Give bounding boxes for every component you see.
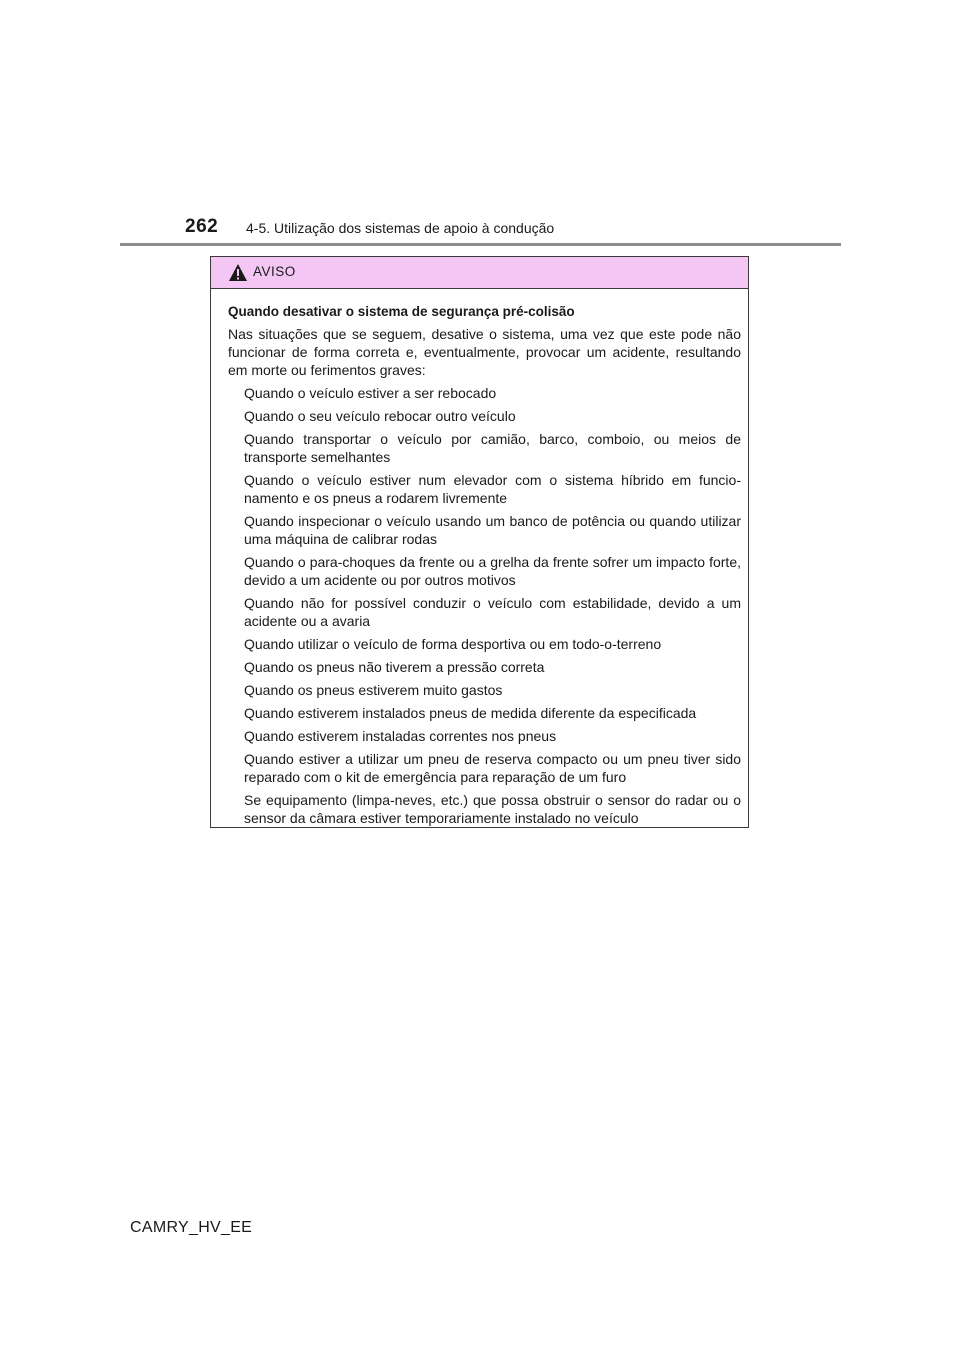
list-item: Quando utilizar o veículo de forma desportiva ou em todo-o-terreno [244, 636, 662, 652]
list-item: Quando o seu veículo rebocar outro veículo [244, 408, 516, 424]
list-item: Quando estiverem instalados pneus de medida diferente da especificada [244, 705, 697, 721]
list-item: Quando os pneus não tiverem a pressão correta [244, 659, 545, 675]
list-item: Quando o veículo estiver a ser rebocado [244, 385, 497, 401]
warning-intro: Nas situações que se seguem, desative o sistema, uma vez que este pode não funcionar de forma correta e, eventualmente, provocar um acidente, resultando em morte ou ferimentos graves: [228, 326, 741, 378]
warning-heading: Quando desativar o sistema de segurança pré-colisão [228, 304, 575, 319]
model-code: CAMRY_HV_EE [130, 1219, 253, 1236]
list-item: Se equipamento (limpa-neves, etc.) que possa obstruir o sensor do radar ou o sensor da câmara estiver temporariamente instalado no veículo [244, 792, 741, 826]
list-item: Quando não for possível conduzir o veículo com estabilidade, devido a um acidente ou a avaria [244, 595, 741, 629]
warning-content [211, 289, 748, 827]
warning-header [211, 257, 748, 289]
list-item: Quando transportar o veículo por camião, barco, comboio, ou meios de transporte semelhantes [244, 431, 741, 465]
list-item: Quando o veículo estiver num elevador com o sistema híbrido em funcio-namento e os pneus a rodarem livremente [244, 472, 741, 506]
warning-box [210, 256, 749, 828]
list-item: Quando estiverem instaladas correntes nos pneus [244, 728, 557, 744]
list-item: Quando os pneus estiverem muito gastos [244, 682, 503, 698]
header-divider [120, 243, 841, 246]
page-number: 262 [185, 216, 219, 237]
warning-label: AVISO [253, 264, 296, 279]
section-title: 4-5. Utilização dos sistemas de apoio à condução [246, 220, 555, 236]
list-item: Quando inspecionar o veículo usando um banco de potência ou quando utilizar uma máquina de calibrar rodas [244, 513, 741, 547]
list-item: Quando o para-choques da frente ou a grelha da frente sofrer um impacto forte, devido a um acidente ou por outros motivos [244, 554, 741, 588]
warning-triangle-icon [228, 263, 248, 282]
conditions-list [228, 384, 741, 827]
list-item: Quando estiver a utilizar um pneu de reserva compacto ou um pneu tiver sido reparado com o kit de emergência para reparação de um furo [244, 751, 741, 785]
